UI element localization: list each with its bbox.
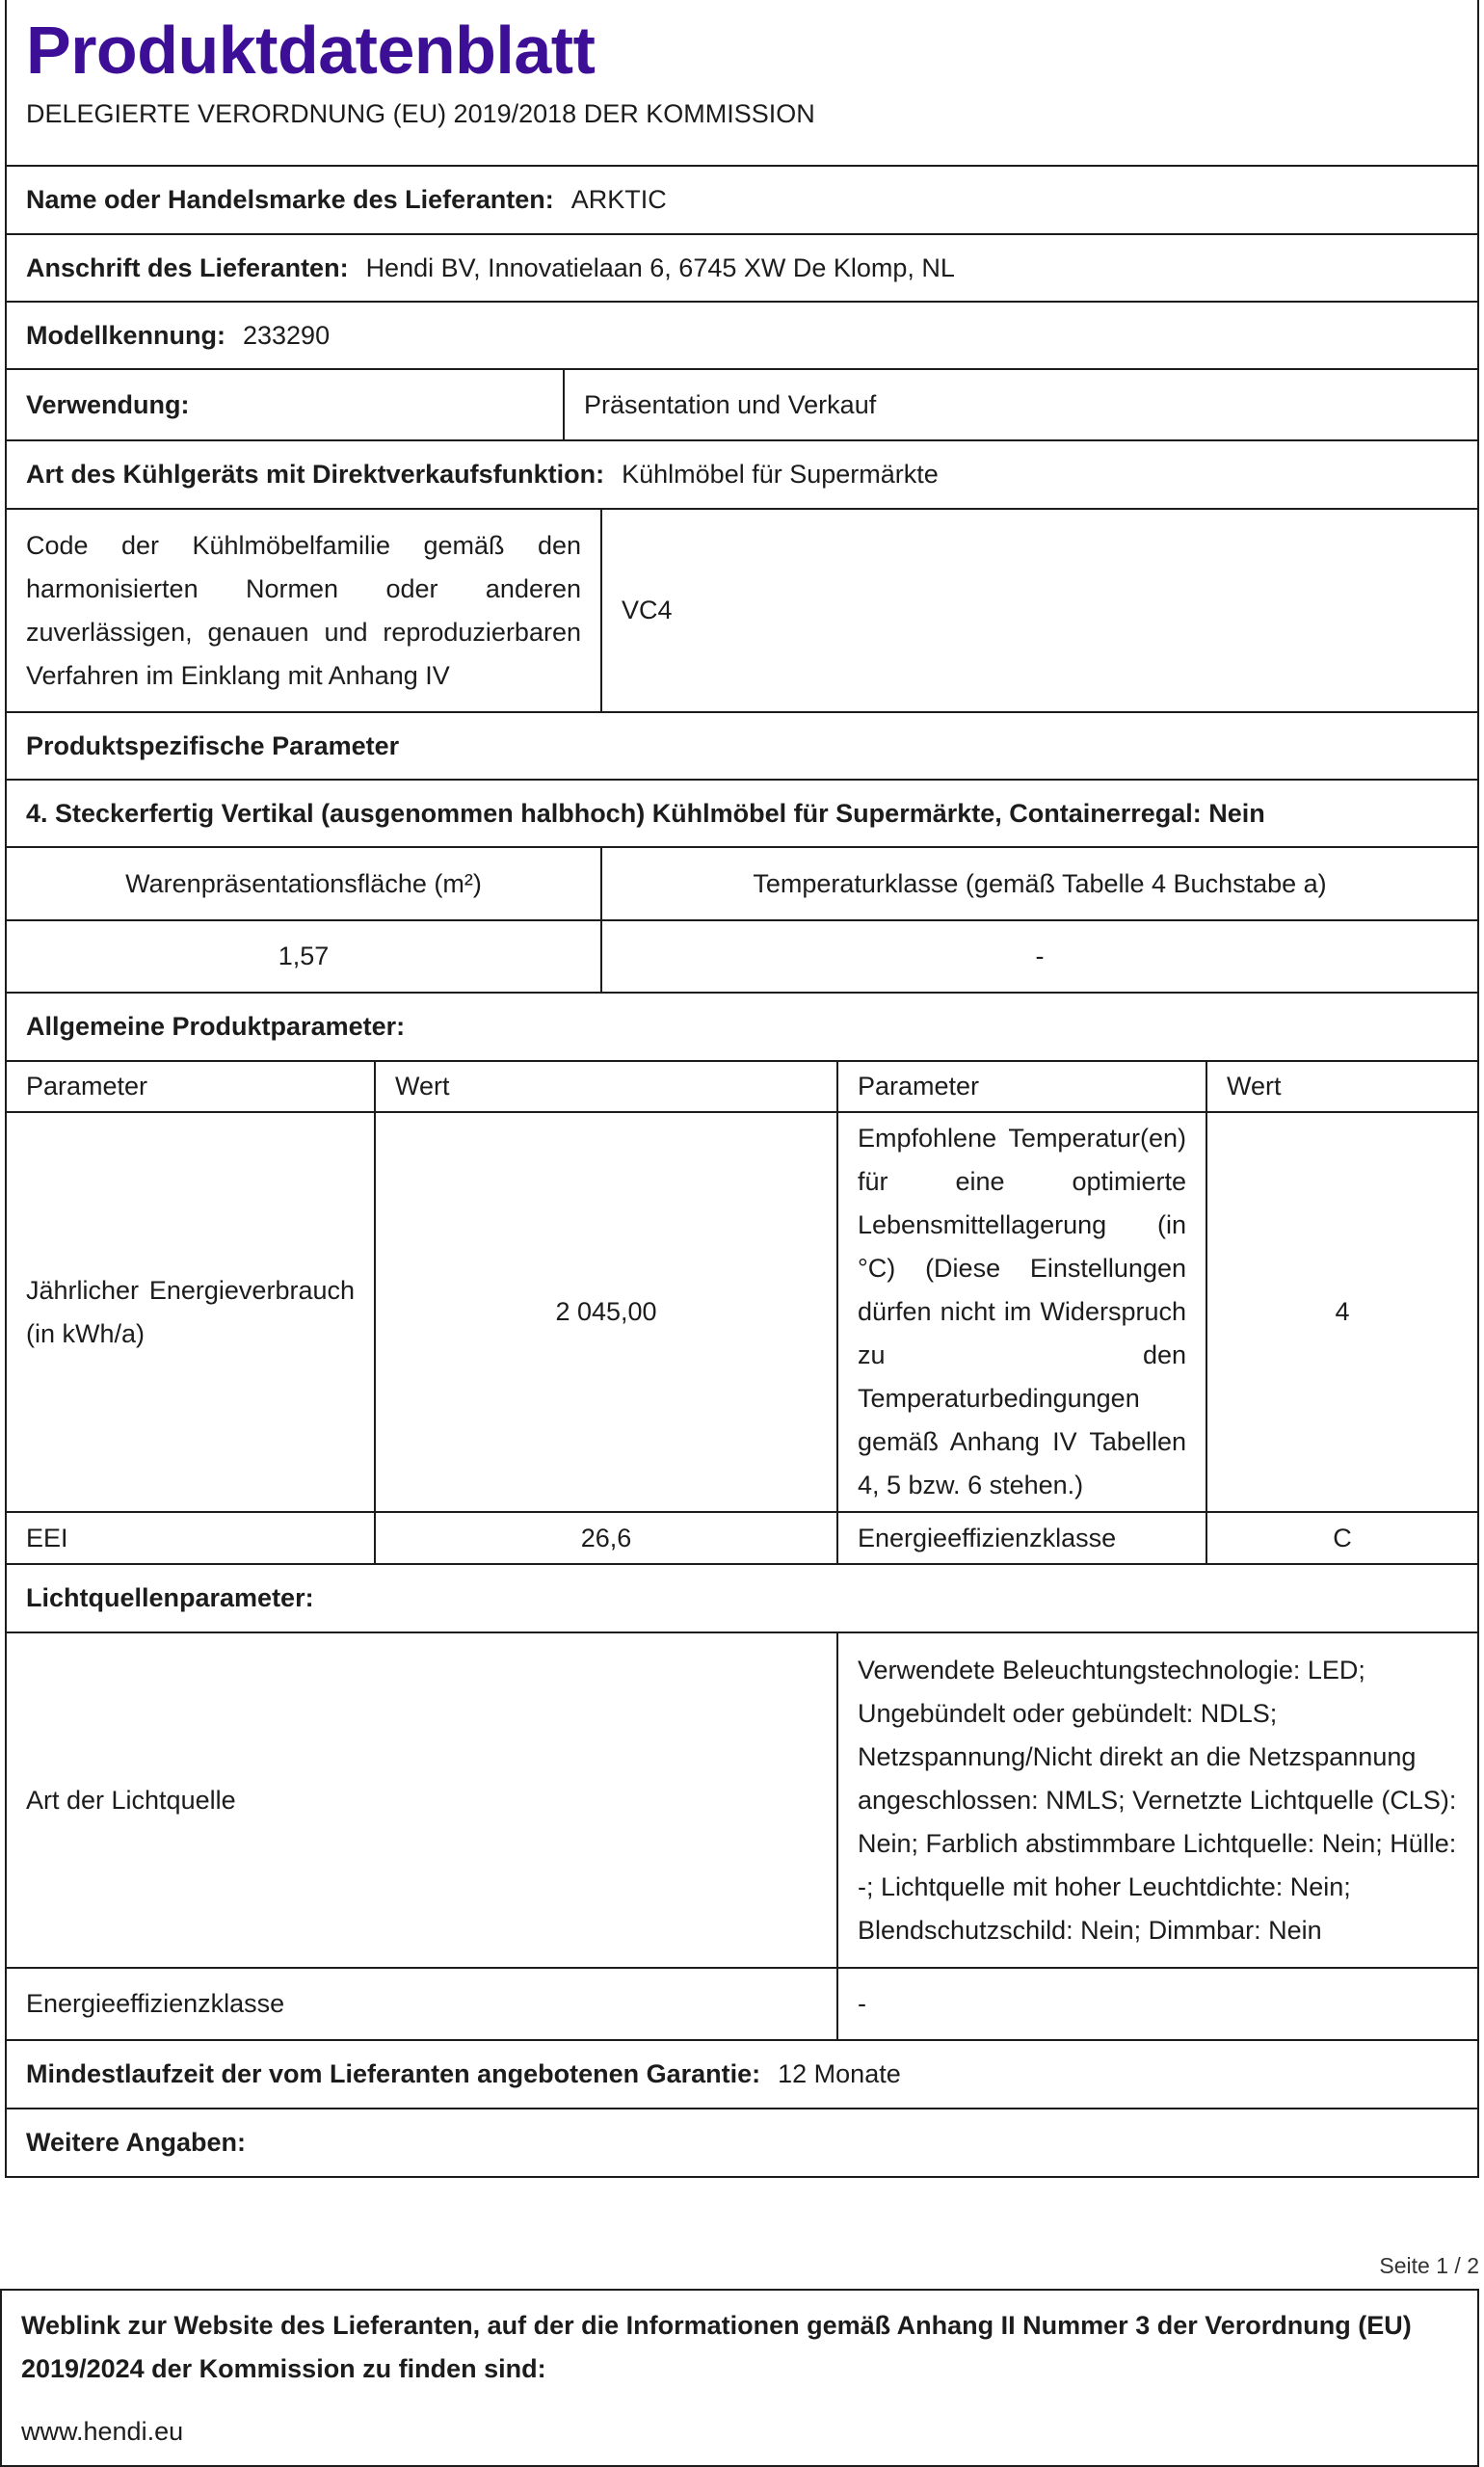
appliance-type-label: Art des Kühlgeräts mit Direktverkaufsfunktion: [26, 460, 605, 489]
light-source-type-value: Verwendete Beleuchtungstechnologie: LED; Ungebündelt oder gebündelt: NDLS; Netzspannung/Nicht direkt an die Netzspannung angeschlossen: NMLS; Vernetzte Lichtquelle (CLS): Nein; Farblich abstimmbare Lichtquelle: Nein; Hülle: -; Lichtquelle mit hoher Leuchtdichte: Nein; Blendschutzschild: Nein; Dimmbar: Nein [836, 1633, 1477, 1967]
specific-category: 4. Steckerfertig Vertikal (ausgenommen halbhoch) Kühlmöbel für Supermärkte, Containerregal: Nein [26, 798, 1265, 828]
specific-category-row [7, 779, 1477, 846]
table-row [7, 1511, 1477, 1563]
header-row [7, 0, 1477, 165]
warranty-cell [7, 2041, 920, 2108]
page-title: Produktdatenblatt [26, 13, 596, 88]
table-row [7, 1111, 1477, 1511]
display-area-header: Warenpräsentationsfläche (m²) [125, 868, 482, 898]
warranty-label: Mindestlaufzeit der vom Lieferanten angebotenen Garantie: [26, 2059, 761, 2088]
further-info-row [7, 2108, 1477, 2176]
page-number: Seite 1 / 2 [1379, 2253, 1479, 2278]
specific-params-heading: Produktspezifische Parameter [26, 730, 400, 760]
temperature-class-header: Temperaturklasse (gemäß Tabelle 4 Buchstabe a) [600, 848, 1477, 919]
general-params-heading-row [7, 992, 1477, 1060]
energy-class-label: Energieeffizienzklasse [836, 1513, 1206, 1563]
supplier-name-row [7, 165, 1477, 233]
eei-value: 26,6 [374, 1513, 836, 1563]
family-code-row [7, 508, 1477, 711]
general-header-value-1: Wert [374, 1062, 836, 1111]
display-area-value: 1,57 [278, 942, 330, 970]
warranty-value: 12 Monate [778, 2059, 901, 2088]
general-params-header-row [7, 1060, 1477, 1111]
general-header-value-2: Wert [1206, 1062, 1477, 1111]
product-data-sheet [5, 0, 1479, 2178]
energy-class-value: C [1206, 1513, 1477, 1563]
supplier-name-cell [7, 167, 686, 233]
usage-label: Verwendung: [26, 389, 190, 419]
further-info-label: Weitere Angaben: [26, 2128, 247, 2157]
specific-table-value-row [7, 919, 1477, 992]
light-params-heading: Lichtquellenparameter: [26, 1583, 314, 1612]
energy-consumption-label: Jährlicher Energieverbrauch (in kWh/a) [26, 1275, 355, 1348]
supplier-website-link[interactable]: www.hendi.eu [21, 2417, 184, 2446]
regulation-subtitle: DELEGIERTE VERORDNUNG (EU) 2019/2018 DER KOMMISSION [26, 99, 815, 128]
weblink-box [0, 2289, 1479, 2467]
light-energy-class-value: - [836, 1969, 1477, 2039]
temperature-class-value: - [600, 921, 1477, 992]
usage-value: Präsentation und Verkauf [563, 370, 1477, 439]
warranty-row [7, 2039, 1477, 2108]
light-params-heading-row [7, 1563, 1477, 1631]
weblink-label: Weblink zur Website des Lieferanten, auf der die Informationen gemäß Anhang II Nummer 3 der Verordnung (EU) 2019/2024 der Kommission zu finden sind: [21, 2311, 1412, 2383]
supplier-name-value: ARKTIC [570, 185, 667, 214]
supplier-address-value: Hendi BV, Innovatielaan 6, 6745 XW De Klomp, NL [365, 252, 955, 282]
light-source-type-label: Art der Lichtquelle [26, 1785, 236, 1815]
supplier-address-cell [7, 235, 974, 301]
eei-label: EEI [26, 1523, 68, 1552]
usage-row [7, 368, 1477, 439]
supplier-address-label: Anschrift des Lieferanten: [26, 252, 349, 282]
model-id-row [7, 301, 1477, 368]
light-source-type-row [7, 1631, 1477, 1967]
specific-table-header-row [7, 846, 1477, 919]
recommended-temperature-value: 4 [1206, 1113, 1477, 1511]
general-params-heading: Allgemeine Produktparameter: [26, 1012, 406, 1041]
supplier-name-label: Name oder Handelsmarke des Lieferanten: [26, 185, 554, 214]
energy-consumption-value: 2 045,00 [374, 1113, 836, 1511]
model-id-cell [7, 303, 349, 368]
supplier-address-row [7, 233, 1477, 301]
model-id-value: 233290 [242, 320, 331, 350]
recommended-temperature-label: Empfohlene Temperatur(en) für eine optimierte Lebensmittellagerung (in °C) (Diese Einstellungen dürfen nicht im Widerspruch zu den Temperaturbedingungen gemäß Anhang IV Tabellen 4, 5 bzw. 6 stehen.) [836, 1113, 1206, 1511]
appliance-type-row [7, 439, 1477, 508]
general-header-parameter-1: Parameter [26, 1072, 148, 1101]
family-code-label: Code der Kühlmöbelfamilie gemäß den harmonisierten Normen oder anderen zuverlässigen, genauen und reproduzierbaren Verfahren im Einklang mit Anhang IV [26, 530, 581, 690]
light-energy-class-row [7, 1967, 1477, 2039]
appliance-type-value: Kühlmöbel für Supermärkte [622, 460, 939, 489]
general-header-parameter-2: Parameter [836, 1062, 1206, 1111]
header-block [7, 0, 835, 165]
appliance-type-cell [7, 441, 958, 508]
light-energy-class-label: Energieeffizienzklasse [26, 1989, 285, 2018]
model-id-label: Modellkennung: [26, 320, 225, 350]
family-code-value: VC4 [600, 510, 1477, 711]
specific-params-heading-row [7, 711, 1477, 779]
